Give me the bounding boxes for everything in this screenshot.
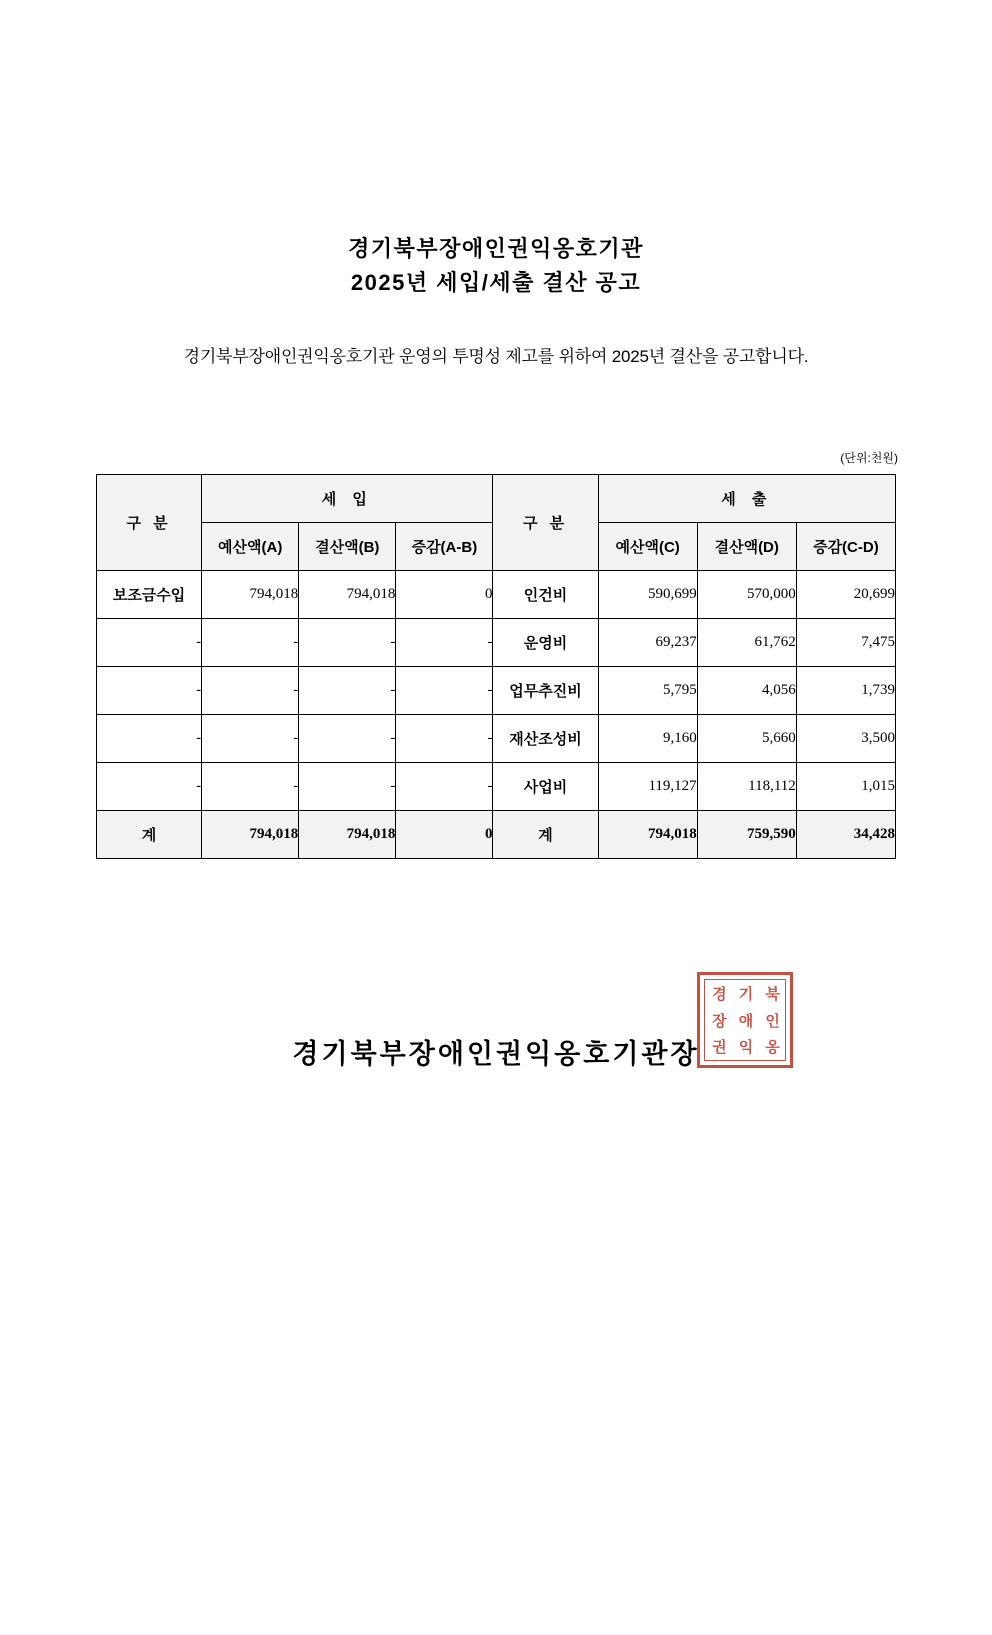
- header-gubun-expense: 구 분: [493, 475, 598, 571]
- table-row: [97, 715, 896, 763]
- cell-expense-budget: 590,699: [598, 571, 697, 619]
- header-expense-difference: 증감(C-D): [796, 523, 895, 571]
- cell-revenue-label: -: [97, 715, 202, 763]
- header-expense-settlement: 결산액(D): [697, 523, 796, 571]
- cell-expense-budget: 9,160: [598, 715, 697, 763]
- document-title: [0, 232, 992, 300]
- cell-revenue-difference: -: [396, 667, 493, 715]
- table-row: [97, 763, 896, 811]
- seal-char: 옹: [763, 1039, 781, 1055]
- cell-revenue-label: -: [97, 763, 202, 811]
- cell-revenue-settlement: -: [299, 667, 396, 715]
- cell-expense-label: 업무추진비: [493, 667, 598, 715]
- seal-char: 익: [736, 1039, 754, 1055]
- cell-revenue-total-budget: 794,018: [202, 811, 299, 859]
- cell-expense-settlement: 4,056: [697, 667, 796, 715]
- header-revenue-settlement: 결산액(B): [299, 523, 396, 571]
- cell-revenue-settlement: -: [299, 715, 396, 763]
- cell-revenue-total-settlement: 794,018: [299, 811, 396, 859]
- cell-expense-label: 재산조성비: [493, 715, 598, 763]
- signature-name: 경기북부장애인권익옹호기관장: [292, 1039, 700, 1070]
- cell-revenue-difference: -: [396, 763, 493, 811]
- seal-char: 경: [709, 986, 727, 1002]
- seal-characters: [704, 979, 786, 1061]
- document-page: [0, 232, 992, 1635]
- title-line-1: 경기북부장애인권익옹호기관: [348, 236, 644, 261]
- cell-revenue-label: 보조금수입: [97, 571, 202, 619]
- cell-revenue-total-label: 계: [97, 811, 202, 859]
- header-expense-budget: 예산액(C): [598, 523, 697, 571]
- cell-expense-settlement: 5,660: [697, 715, 796, 763]
- cell-expense-settlement: 570,000: [697, 571, 796, 619]
- cell-revenue-label: -: [97, 619, 202, 667]
- cell-expense-difference: 1,015: [796, 763, 895, 811]
- unit-note: (단위:천원): [840, 451, 898, 466]
- cell-revenue-difference: 0: [396, 571, 493, 619]
- seal-char: 기: [736, 986, 754, 1002]
- header-revenue-budget: 예산액(A): [202, 523, 299, 571]
- table-row: [97, 667, 896, 715]
- seal-char: 애: [736, 1012, 754, 1028]
- cell-expense-difference: 3,500: [796, 715, 895, 763]
- cell-expense-total-budget: 794,018: [598, 811, 697, 859]
- cell-expense-label: 인건비: [493, 571, 598, 619]
- seal-char: 북: [763, 986, 781, 1002]
- cell-revenue-budget: -: [202, 715, 299, 763]
- cell-revenue-label: -: [97, 667, 202, 715]
- cell-revenue-budget: -: [202, 667, 299, 715]
- cell-expense-label: 사업비: [493, 763, 598, 811]
- cell-expense-total-difference: 34,428: [796, 811, 895, 859]
- table-header-row-1: [97, 475, 896, 523]
- cell-revenue-difference: -: [396, 715, 493, 763]
- intro-paragraph: 경기북부장애인권익옹호기관 운영의 투명성 제고를 위하여 2025년 결산을 공고합니다.: [183, 347, 809, 367]
- cell-revenue-budget: -: [202, 763, 299, 811]
- seal-char: 인: [763, 1012, 781, 1028]
- cell-expense-label: 운영비: [493, 619, 598, 667]
- cell-expense-budget: 5,795: [598, 667, 697, 715]
- cell-expense-budget: 69,237: [598, 619, 697, 667]
- budget-settlement-table: [96, 474, 896, 859]
- table-row: [97, 619, 896, 667]
- cell-expense-budget: 119,127: [598, 763, 697, 811]
- cell-expense-settlement: 61,762: [697, 619, 796, 667]
- signature-block: [0, 977, 992, 1097]
- header-revenue-group: 세 입: [202, 475, 493, 523]
- table-row: [97, 571, 896, 619]
- title-line-2: 2025년 세입/세출 결산 공고: [350, 270, 642, 296]
- seal-char: 권: [709, 1039, 727, 1055]
- cell-revenue-settlement: 794,018: [299, 571, 396, 619]
- cell-revenue-settlement: -: [299, 763, 396, 811]
- cell-expense-settlement: 118,112: [697, 763, 796, 811]
- official-seal-stamp: [697, 972, 793, 1068]
- cell-expense-difference: 1,739: [796, 667, 895, 715]
- cell-revenue-budget: -: [202, 619, 299, 667]
- cell-revenue-difference: -: [396, 619, 493, 667]
- cell-expense-difference: 7,475: [796, 619, 895, 667]
- cell-expense-difference: 20,699: [796, 571, 895, 619]
- header-expense-group: 세 출: [598, 475, 895, 523]
- table-total-row: [97, 811, 896, 859]
- header-revenue-difference: 증감(A-B): [396, 523, 493, 571]
- cell-revenue-total-difference: 0: [396, 811, 493, 859]
- cell-revenue-settlement: -: [299, 619, 396, 667]
- cell-expense-total-settlement: 759,590: [697, 811, 796, 859]
- seal-char: 장: [709, 1012, 727, 1028]
- cell-revenue-budget: 794,018: [202, 571, 299, 619]
- header-gubun-revenue: 구 분: [97, 475, 202, 571]
- cell-expense-total-label: 계: [493, 811, 598, 859]
